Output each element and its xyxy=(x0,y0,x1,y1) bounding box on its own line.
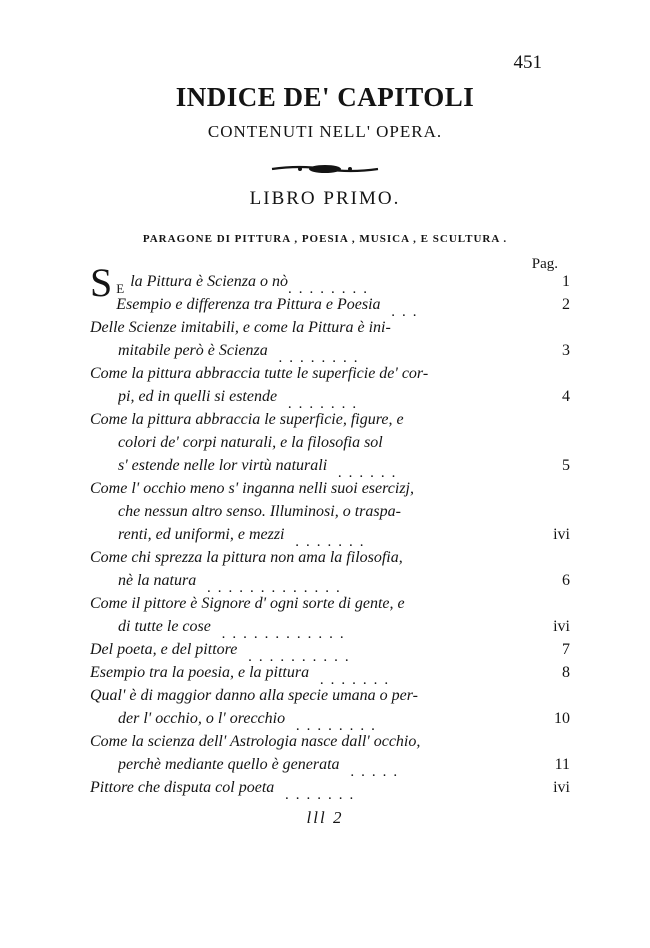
toc-page-number: 2 xyxy=(562,296,570,313)
toc-page-number: 6 xyxy=(562,572,570,589)
signature-mark: lll 2 xyxy=(306,808,344,827)
ornament-rule-icon xyxy=(270,163,380,175)
toc-page-number: 8 xyxy=(562,664,570,681)
toc-entry-text: Esempio tra la poesia, e la pittura xyxy=(90,664,310,681)
toc-line: mitabile però è Scienza ........ 3 xyxy=(90,339,570,362)
toc-line xyxy=(90,477,570,500)
dropcap-rest: E xyxy=(116,281,125,296)
toc-line: Esempio tra la poesia, e la pittura ....... 8 xyxy=(90,661,570,684)
toc-line: s' estende nelle lor virtù naturali ...... 5 xyxy=(90,454,570,477)
toc-entry-text: colori de' corpi naturali, e la filosofia sol xyxy=(118,434,383,451)
toc-entry-text: Come la pittura abbraccia le superficie, figure, e xyxy=(90,411,404,428)
page-title: INDICE DE' CAPITOLI xyxy=(175,82,475,112)
toc-line: Pittore che disputa col poeta ....... ivi xyxy=(90,776,570,799)
toc-line: perchè mediante quello è generata ..... 11 xyxy=(90,753,570,776)
page-subtitle: CONTENUTI NELL' OPERA. xyxy=(207,122,443,141)
toc-entry-text: perchè mediante quello è generata xyxy=(118,756,340,773)
toc-entry-text: Delle Scienze imitabili, e come la Pittura è ini- xyxy=(90,319,391,336)
toc-line: nè la natura ............. 6 xyxy=(90,569,570,592)
toc-page-number: 11 xyxy=(554,756,570,773)
toc-line xyxy=(90,408,570,431)
toc-line xyxy=(90,362,570,385)
toc-line xyxy=(90,431,570,454)
book-title: LIBRO PRIMO. xyxy=(249,188,401,209)
toc-line xyxy=(90,500,570,523)
toc-entry-text: che nessun altro senso. Illuminosi, o traspa- xyxy=(118,503,401,520)
toc-entry-text: pi, ed in quelli si estende xyxy=(118,388,278,405)
toc-entry-text: mitabile però è Scienza xyxy=(118,342,268,359)
toc-entry-text: Come il pittore è Signore d' ogni sorte di gente, e xyxy=(90,595,405,612)
toc-entry-text: la Pittura è Scienza o nò xyxy=(130,273,288,290)
toc-entry-text: Del poeta, e del pittore xyxy=(90,641,238,658)
toc-page-number: 4 xyxy=(562,388,570,405)
pag-header: Pag. xyxy=(531,256,558,272)
toc-page-number: ivi xyxy=(553,618,570,635)
toc-entry-text: der l' occhio, o l' orecchio xyxy=(118,710,286,727)
toc-line: di tutte le cose ............ ivi xyxy=(90,615,570,638)
toc-line xyxy=(90,592,570,615)
toc-line: pi, ed in quelli si estende ....... 4 xyxy=(90,385,570,408)
toc-entry-text: Come chi sprezza la pittura non ama la filosofia, xyxy=(90,549,403,566)
toc-page-number: 7 xyxy=(562,641,570,658)
toc-entry-text: nè la natura xyxy=(118,572,197,589)
section-title: PARAGONE DI PITTURA , POESIA , MUSICA , E SCULTURA . xyxy=(142,233,508,245)
toc-line: Esempio e differenza tra Pittura e Poesia ... 2 xyxy=(90,293,570,316)
toc-page-number: 3 xyxy=(562,342,570,359)
toc-line xyxy=(90,316,570,339)
toc-entry-text: Come la scienza dell' Astrologia nasce dall' occhio, xyxy=(90,733,421,750)
toc-line: renti, ed uniformi, e mezzi ....... ivi xyxy=(90,523,570,546)
toc-entry-text: s' estende nelle lor virtù naturali xyxy=(118,457,328,474)
toc-entry-text: Esempio e differenza tra Pittura e Poesia xyxy=(116,296,381,313)
toc-page-number: ivi xyxy=(553,526,570,543)
toc-line xyxy=(90,684,570,707)
toc-page-number: 10 xyxy=(554,710,570,727)
toc-page-number: 1 xyxy=(562,273,570,290)
toc-line: Del poeta, e del pittore .......... 7 xyxy=(90,638,570,661)
toc-entry-text: Come la pittura abbraccia tutte le superficie de' cor- xyxy=(90,365,429,382)
toc-entry-text: Come l' occhio meno s' inganna nelli suoi esercizj, xyxy=(90,480,414,497)
toc-entry-text: Qual' è di maggior danno alla specie umana o per- xyxy=(90,687,418,704)
dropcap: S xyxy=(90,260,113,305)
toc-page-number: 5 xyxy=(562,457,570,474)
toc-line xyxy=(90,730,570,753)
toc-line xyxy=(90,546,570,569)
page-number: 451 xyxy=(513,52,542,73)
toc-page-number: ivi xyxy=(553,779,570,796)
toc-entry-text: renti, ed uniformi, e mezzi xyxy=(118,526,285,543)
toc-line: S E la Pittura è Scienza o nò........ 1 xyxy=(90,260,570,305)
toc-entry-text: di tutte le cose xyxy=(118,618,211,635)
toc-line: der l' occhio, o l' orecchio ........ 10 xyxy=(90,707,570,730)
toc-entry-text: Pittore che disputa col poeta xyxy=(90,779,275,796)
